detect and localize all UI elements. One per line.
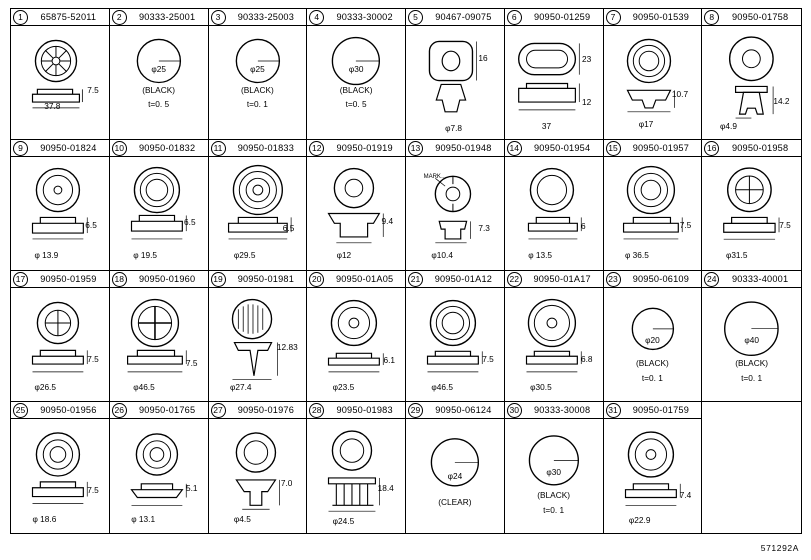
part-number: 90950-01833 [237,143,295,153]
part-drawing-grommet [307,157,405,270]
part-number: 90950-01259 [533,12,591,22]
part-cell-8[interactable] [702,9,801,139]
part-number: 90333-25001 [138,12,196,22]
part-cell-15[interactable] [604,140,703,270]
part-cell-11[interactable] [209,140,308,270]
dim-label: φ30 [348,64,364,75]
cell-body [604,157,702,270]
cell-header [307,402,405,419]
part-drawing-hole-plug [110,419,208,533]
item-number-badge: 21 [406,272,425,287]
color-label: (CLEAR) [438,496,472,507]
cell-body [110,157,208,270]
part-cell-7[interactable] [604,9,703,139]
cell-header [505,9,603,26]
color-label: (BLACK) [636,358,669,369]
part-drawing-hole-plug [209,157,307,270]
cell-body [209,26,307,139]
part-drawing-oval-grommet [505,26,603,139]
part-drawing-mushroom-clip [209,419,307,533]
dim-label: 12 [581,97,592,108]
part-drawing-hole-plug [11,419,109,533]
cell-header [604,402,702,419]
cell-body [505,26,603,139]
dim-label: 7.5 [87,353,99,364]
drawing-code: 571292A [760,543,799,553]
part-cell-23[interactable] [604,271,703,401]
item-number-badge: 25 [11,403,30,418]
cell-body [209,419,307,533]
part-number: 90950-01954 [533,143,591,153]
part-drawing-hole-plug [604,419,702,533]
dim-label: φ27.4 [230,381,252,392]
cell-body [11,26,109,139]
part-number: 90333-30002 [336,12,393,22]
dim-label: φ 13.5 [528,249,553,260]
dim-label: φ46.5 [133,381,155,392]
part-number: 90333-40001 [731,274,789,284]
item-number-badge: 6 [505,10,524,25]
part-cell-10[interactable] [110,140,209,270]
cell-header [209,140,307,157]
color-label: (BLACK) [241,84,274,95]
part-cell-19[interactable] [209,271,308,401]
dim-label: φ46.5 [431,381,453,392]
dim-label: φ40 [744,335,759,346]
item-number-badge: 16 [702,141,721,156]
dim-label: φ4.5 [233,513,251,524]
dim-label: φ30.5 [530,381,552,392]
cell-header [307,140,405,157]
part-cell-21[interactable] [406,271,505,401]
dim-label: 7.5 [779,220,791,231]
color-label: (BLACK) [142,84,175,95]
grid-row [11,9,801,140]
part-number: 90950-01A12 [434,274,493,284]
part-number: 90950-01976 [237,405,295,415]
part-number: 90950-06124 [435,405,492,415]
part-cell-25[interactable] [11,402,110,533]
item-number-badge: 13 [406,141,425,156]
cell-body [110,26,208,139]
part-cell-18[interactable] [110,271,209,401]
item-number-badge: 18 [110,272,129,287]
cell-body [406,288,504,401]
part-cell-14[interactable] [505,140,604,270]
cell-body [307,419,405,533]
cell-body [702,26,801,139]
dim-label: φ12 [336,249,352,260]
item-number-badge: 14 [505,141,524,156]
item-number-badge: 29 [406,403,425,418]
cell-header [11,402,109,419]
part-drawing-grommet-vent [11,26,109,139]
dim-label: φ25 [250,64,265,75]
part-cell-9[interactable] [11,140,110,270]
color-label: (BLACK) [735,358,768,369]
part-drawing-cross-plug [110,288,208,401]
item-number-badge: 24 [702,272,721,287]
cell-header [604,271,702,288]
cell-header [209,402,307,419]
cell-body [702,157,801,270]
item-number-badge: 28 [307,403,326,418]
cell-body [406,157,504,270]
parts-grid [10,8,802,534]
part-cell-13[interactable] [406,140,505,270]
cell-header [406,140,504,157]
part-cell-24[interactable] [702,271,801,401]
part-cell-2[interactable] [110,9,209,139]
part-number: 90950-01960 [138,274,196,284]
item-number-badge: 30 [505,403,524,418]
dim-label: φ 36.5 [625,249,649,260]
thickness-label: t=0. 1 [641,372,663,383]
item-number-badge: 27 [209,403,228,418]
dim-label: 7.3 [478,222,490,233]
dim-label: φ31.5 [725,249,748,260]
dim-label: φ20 [645,335,660,346]
dim-label: 7.5 [482,353,494,364]
part-cell-empty [702,402,801,533]
cell-header [604,140,702,157]
item-number-badge: 5 [406,10,425,25]
item-number-badge: 31 [604,403,623,418]
dim-label: φ17 [638,118,654,129]
cell-header [406,271,504,288]
part-number: 65875-52011 [40,12,97,22]
item-number-badge: 17 [11,272,30,287]
item-number-badge: 19 [209,272,228,287]
part-drawing-hole-plug [505,157,603,270]
dim-label: φ 13.9 [34,249,59,260]
thickness-label: t=0. 1 [741,372,763,383]
dim-label: 16 [478,53,488,64]
cell-header [110,9,208,26]
part-drawing-hole-plug [604,157,702,270]
dim-label: 6.5 [184,216,196,227]
cell-header [702,271,801,288]
part-cell-1[interactable] [11,9,110,139]
part-drawing-push-pin-clip [702,26,801,139]
dim-label: φ 19.5 [133,249,158,260]
part-number: 90950-01957 [632,143,690,153]
part-number: 90950-01765 [138,405,196,415]
cell-header [505,140,603,157]
cell-header [604,9,702,26]
part-cell-27[interactable] [209,402,308,533]
grid-row [11,271,801,402]
part-drawing-hole-plug [11,157,109,270]
dim-label: φ 18.6 [32,513,57,524]
dim-label: 23 [581,54,592,65]
part-number: 90333-30008 [533,405,591,415]
part-drawing-hole-plug [406,288,504,401]
part-number: 90950-01919 [336,143,393,153]
cell-body [406,26,504,139]
item-number-badge: 26 [110,403,129,418]
dim-label: φ4.9 [720,120,737,131]
thickness-label: t=0. 1 [543,504,565,515]
dim-label: φ26.5 [34,381,56,392]
cell-header [110,402,208,419]
cell-body [505,288,603,401]
part-cell-26[interactable] [110,402,209,533]
part-drawing-marked-plug [406,157,504,270]
dim-label: 10.7 [671,89,689,100]
part-cell-29[interactable] [406,402,505,533]
cell-body [307,157,405,270]
item-number-badge: 23 [604,272,623,287]
cell-body [11,157,109,270]
cell-header [209,271,307,288]
cell-header [406,402,504,419]
item-number-badge: 10 [110,141,129,156]
part-number: 90950-01959 [40,274,97,284]
cell-body [604,288,702,401]
cell-body [505,157,603,270]
cell-header [11,271,109,288]
part-drawing-plug-disc [209,26,307,139]
dim-label: φ25 [151,64,166,75]
item-number-badge: 2 [110,10,129,25]
dim-label: φ29.5 [233,249,256,260]
cell-header [110,140,208,157]
dim-label: 6 [580,221,586,232]
cell-header [307,9,405,26]
dim-label: 7.4 [679,489,692,500]
cell-body [307,26,405,139]
color-label: (BLACK) [339,84,373,95]
cell-body [604,26,702,139]
part-number: 90950-01A17 [533,274,591,284]
dim-label: φ22.9 [628,514,651,525]
cell-body [11,288,109,401]
grid-row [11,140,801,271]
part-drawing-hole-plug [307,288,405,401]
part-drawing-cross-plug [702,157,801,270]
mark-label: MARK… [423,173,447,180]
dim-label: 37 [541,120,552,131]
item-number-badge: 20 [307,272,326,287]
cell-body [209,157,307,270]
dim-label: 7.5 [679,220,692,231]
part-cell-3[interactable] [209,9,308,139]
thickness-label: t=0. 5 [148,99,170,110]
item-number-badge: 11 [209,141,228,156]
part-number: 90333-25003 [237,12,295,22]
item-number-badge: 8 [702,10,721,25]
dim-label: 6.5 [85,220,97,231]
cell-header [702,140,801,157]
dim-label: 5.1 [185,482,198,493]
cell-body [110,419,208,533]
dim-label: φ30 [546,466,561,477]
cell-body [209,288,307,401]
dim-label: 7.0 [280,478,293,489]
dim-label: φ24.5 [332,515,355,526]
dim-label: 12.83 [276,342,298,353]
part-number: 90950-06109 [632,274,690,284]
cell-body [406,419,504,533]
dim-label: 18.4 [377,482,394,493]
part-drawing-square-clip [406,26,504,139]
cell-body [604,419,702,533]
part-cell-28[interactable] [307,402,406,533]
dim-label: 14.2 [773,96,790,107]
dim-label: 7.5 [185,358,198,369]
dim-label: φ 13.1 [131,513,156,524]
part-number: 90950-01983 [336,405,393,415]
part-number: 90467-09075 [435,12,492,22]
part-cell-6[interactable] [505,9,604,139]
part-number: 90950-01948 [435,143,492,153]
dim-label: 7.5 [87,84,99,95]
cell-header [209,9,307,26]
color-label: (BLACK) [537,489,570,500]
cell-body [307,288,405,401]
part-drawing-plug-disc [110,26,208,139]
part-number: 90950-01758 [731,12,789,22]
part-drawing-hole-plug [110,157,208,270]
thickness-label: t=0. 1 [246,99,268,110]
cell-header [307,271,405,288]
cell-header [406,9,504,26]
item-number-badge: 12 [307,141,326,156]
item-number-badge: 7 [604,10,623,25]
part-number: 90950-01A05 [335,274,394,284]
cell-header [11,140,109,157]
cell-body [702,288,801,401]
dim-label: 6.1 [383,354,396,365]
part-cell-22[interactable] [505,271,604,401]
part-cell-16[interactable] [702,140,801,270]
item-number-badge: 4 [307,10,326,25]
cell-header [11,9,109,26]
part-cell-4[interactable] [307,9,406,139]
part-cell-5[interactable] [406,9,505,139]
cell-header [505,402,603,419]
part-cell-31[interactable] [604,402,703,533]
part-drawing-barbed-clip [307,419,405,533]
thickness-label: t=0. 5 [345,99,367,110]
part-number: 90950-01824 [40,143,97,153]
item-number-badge: 1 [11,10,30,25]
part-number: 90950-01759 [632,405,690,415]
part-number: 90950-01981 [237,274,295,284]
part-cell-30[interactable] [505,402,604,533]
part-drawing-plug-disc [307,26,405,139]
cell-body [11,419,109,533]
part-number: 90950-01958 [731,143,789,153]
dim-label: 6.8 [580,353,593,364]
part-drawing-cross-plug [11,288,109,401]
item-number-badge: 3 [209,10,228,25]
part-number: 90950-01956 [40,405,97,415]
part-cell-12[interactable] [307,140,406,270]
part-cell-17[interactable] [11,271,110,401]
part-number: 90950-01832 [138,143,196,153]
dim-label: 9.4 [381,215,394,226]
item-number-badge: 22 [505,272,524,287]
cell-body [505,419,603,533]
item-number-badge: 9 [11,141,30,156]
dim-label: 6.5 [282,222,295,233]
dim-label: φ24 [447,471,463,482]
cell-body [110,288,208,401]
part-drawing-hole-plug [505,288,603,401]
part-cell-20[interactable] [307,271,406,401]
dim-label: φ7.8 [445,123,463,134]
dim-label: φ10.4 [431,249,453,260]
grid-row [11,402,801,533]
cell-header [505,271,603,288]
dim-label: φ23.5 [332,381,355,392]
cell-header [110,271,208,288]
cell-header [702,9,801,26]
item-number-badge: 15 [604,141,623,156]
dim-label: 37.8 [44,100,61,111]
part-number: 90950-01539 [632,12,690,22]
dim-label: 7.5 [87,485,99,496]
